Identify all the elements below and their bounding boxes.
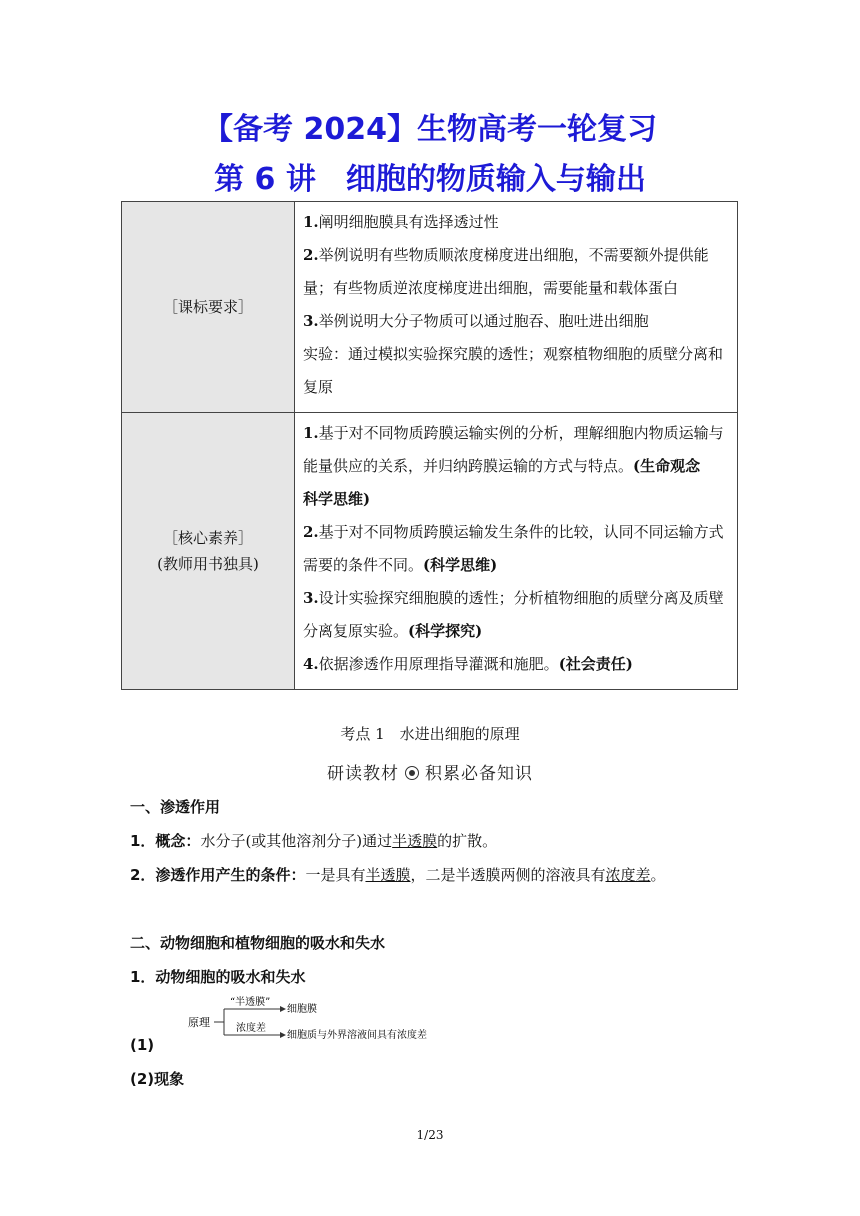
row-label: [122, 413, 295, 690]
exam-point-title: 考点 1 水进出细胞的原理: [340, 725, 520, 743]
item-2: (2)现象: [130, 1070, 185, 1088]
row-label: [122, 202, 295, 413]
target-dot-icon: [405, 766, 419, 780]
banner-left: 研读教材: [327, 764, 399, 784]
diagram-branch2-target: 细胞质与外界溶液间具有浓度差: [287, 1030, 427, 1041]
paragraph-concept: 1．概念：水分子(或其他溶剂分子)通过半透膜的扩散。: [130, 832, 498, 850]
list-item: 1.基于对不同物质跨膜运输实例的分析，理解细胞内物质运输与能量供应的关系，并归纳跨膜运输的方式与特点。(生命观念 科学思维): [303, 424, 724, 508]
diagram-branch2-label: 浓度差: [236, 1023, 266, 1034]
page-number: 1/23: [416, 1128, 444, 1142]
banner-right: 积累必备知识: [425, 764, 533, 784]
section-banner: [0, 759, 860, 784]
teacher-note-label: (教师用书独具): [157, 555, 259, 573]
item-1: (1): [130, 1036, 155, 1054]
heading-animal-cells: 1．动物细胞的吸水和失水: [130, 968, 306, 986]
row-content: [295, 413, 738, 690]
curriculum-label: ［课标要求］: [162, 298, 253, 316]
core-literacy-label: ［核心素养］: [162, 529, 253, 547]
list-item: 2.基于对不同物质跨膜运输发生条件的比较，认同不同运输方式需要的条件不同。(科学思维): [303, 523, 724, 574]
table-row: [122, 202, 738, 413]
lesson-title: 第 6 讲 细胞的物质输入与输出: [214, 162, 646, 197]
list-item: 1.阐明细胞膜具有选择透过性: [303, 213, 499, 231]
document-title: 【备考 2024】生物高考一轮复习: [203, 112, 657, 147]
heading-osmosis: 一、渗透作用: [130, 798, 221, 816]
list-item: 4.依据渗透作用原理指导灌溉和施肥。(社会责任): [303, 655, 633, 673]
standards-table: [121, 201, 738, 690]
diagram-branch1-target: 细胞膜: [287, 1004, 317, 1015]
row-content: [295, 202, 738, 413]
list-item: 3.举例说明大分子物质可以通过胞吞、胞吐进出细胞: [303, 312, 649, 330]
diagram-root: 原理: [188, 1016, 210, 1029]
list-item: 3.设计实验探究细胞膜的透性；分析植物细胞的质壁分离及质壁分离复原实验。(科学探究): [303, 589, 724, 640]
table-row: [122, 413, 738, 690]
list-item: 实验：通过模拟实验探究膜的透性；观察植物细胞的质壁分离和复原: [303, 345, 724, 396]
paragraph-conditions: 2．渗透作用产生的条件：一是具有半透膜，二是半透膜两侧的溶液具有浓度差。: [130, 866, 666, 884]
diagram-branch1-label: “半透膜”: [230, 997, 271, 1008]
list-item: 2.举例说明有些物质顺浓度梯度进出细胞，不需要额外提供能量；有些物质逆浓度梯度进出细胞，需要能量和载体蛋白: [303, 246, 709, 297]
heading-cells: 二、动物细胞和植物细胞的吸水和失水: [130, 934, 386, 952]
